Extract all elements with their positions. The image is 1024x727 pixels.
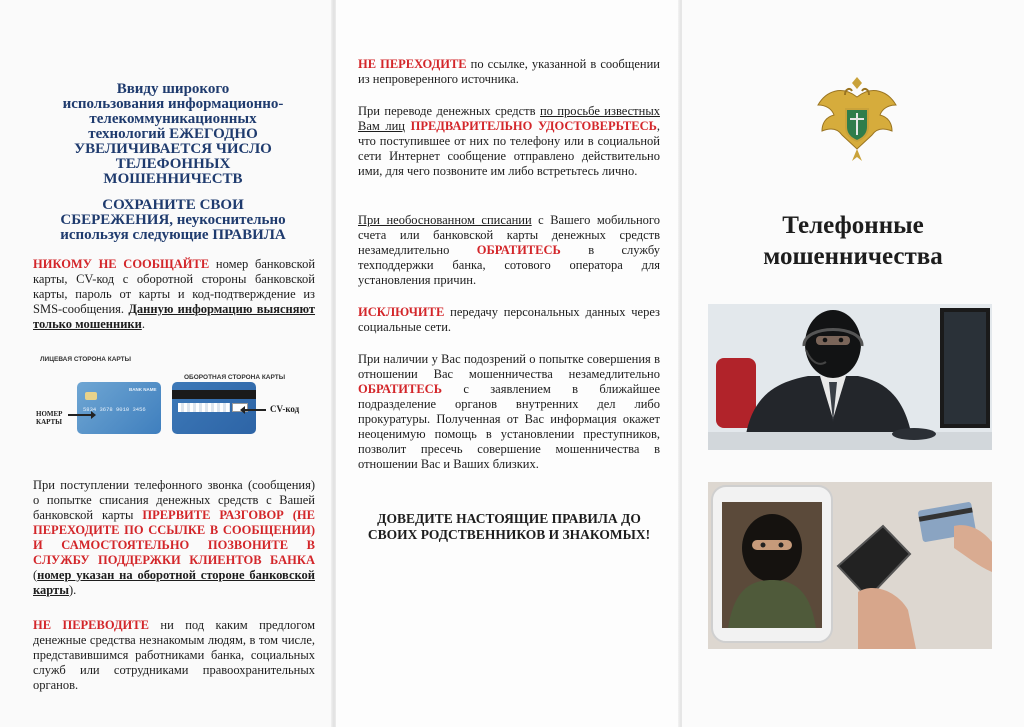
rule-do-not-transfer — [33, 618, 315, 693]
rule-links — [358, 57, 660, 87]
intro-line: МОШЕННИЧЕСТВ — [103, 171, 243, 187]
rule-text: передачу персональных данных через социальные сети. — [358, 305, 660, 334]
masked-man-on-phone-screen-icon — [708, 482, 992, 649]
rule-lead: НЕ ПЕРЕВОДИТЕ — [33, 618, 149, 632]
rule-verify — [358, 104, 660, 179]
rule-personal-data — [358, 305, 660, 335]
rule-lead: НЕ ПЕРЕХОДИТЕ — [358, 57, 467, 71]
intro-line: УВЕЛИЧИВАЕТСЯ ЧИСЛО — [74, 141, 272, 157]
rule-unauthorized-debit — [358, 213, 660, 288]
intro-heading — [38, 82, 308, 187]
rule-text: номер банковской карты, CV-код с оборотной стороны банковской карты, пароль от карты и код-подтверждение из SMS-сообщения. — [33, 257, 316, 316]
rule-underline: по просьбе известных Вам лиц — [358, 104, 660, 133]
cv-code-label: CV-код — [270, 404, 300, 414]
rule-text: в службу техподдержки банка, сотового оператора для установления причин. — [358, 243, 660, 287]
closing-call: ДОВЕДИТЕ НАСТОЯЩИЕ ПРАВИЛА ДО СВОИХ РОДСТВЕННИКОВ И ЗНАКОМЫХ! — [367, 511, 651, 542]
magnetic-stripe — [172, 390, 256, 399]
rule-warning: Данную информацию выясняют только мошенники — [33, 302, 316, 331]
card-number-label: НОМЕР КАРТЫ — [36, 410, 63, 426]
rule-report — [358, 352, 660, 472]
rule-text: При переводе денежных средств — [358, 104, 540, 118]
panel-middle — [336, 0, 682, 727]
protect-line: СОХРАНИТЕ СВОИ — [102, 197, 244, 213]
arrow-right-icon — [68, 414, 92, 416]
rule-action: ПРЕДВАРИТЕЛЬНО УДОСТОВЕРЬТЕСЬ — [410, 119, 657, 133]
bank-name: BANK NAME — [129, 387, 157, 392]
panel-left — [0, 0, 336, 727]
card-front-image — [77, 382, 161, 434]
title-line: Телефонные — [782, 212, 924, 239]
rule-action: ОБРАТИТЕСЬ — [358, 382, 442, 396]
photo-phone-fraud — [708, 482, 992, 649]
protect-line: СБЕРЕЖЕНИЯ, неукоснительно — [60, 212, 286, 228]
rule-text: , что поступившее от них по телефону или в социальной сети Интернет сообщение отправлено действительно ими, для чего позвоните им либо встретьтесь лично. — [358, 119, 660, 178]
title-line: мошенничества — [763, 243, 943, 270]
front-card-caption: ЛИЦЕВАЯ СТОРОНА КАРТЫ — [40, 356, 131, 363]
rule-action: ПРЕРВИТЕ РАЗГОВОР (НЕ ПЕРЕХОДИТЕ ПО ССЫЛКЕ В СООБЩЕНИИ) И САМОСТОЯТЕЛЬНО ПОЗВОНИТЕ В СЛУЖБУ ПОДДЕРЖКИ КЛИЕНТОВ БАНКА — [33, 508, 315, 567]
arrow-left-icon — [244, 409, 266, 411]
rule-text: с Вашего мобильного счета или банковской карты денежных средств незамедлительно — [358, 213, 660, 257]
rule-text: При поступлении телефонного звонка (сообщения) о попытке списания денежных средств с Вашей банковской карты — [33, 478, 315, 522]
signature-strip — [178, 403, 230, 412]
rule-open: ( — [33, 568, 38, 582]
brochure-title — [712, 210, 994, 272]
intro-line: использования информационно- — [62, 96, 284, 112]
rule-text: по ссылке, указанной в сообщении из непроверенного источника. — [358, 57, 660, 86]
rule-text: с заявлением в ближайшее подразделение органов внутренних дел либо прокуратуры. Полученная от Вас информация окажет неоценимую помощь в установлении преступников, позволит пресечь совершение мошенничества в отношении Вас и Ваших близких. — [358, 382, 660, 471]
rule-lead: ИСКЛЮЧИТЕ — [358, 305, 445, 319]
photo-masked-operator — [708, 304, 992, 450]
rule-underline: При необоснованном списании — [358, 213, 532, 227]
intro-line: телекоммуникационных — [89, 111, 257, 127]
rule-do-not-share — [33, 257, 315, 332]
intro-line: ТЕЛЕФОННЫХ — [115, 156, 231, 172]
card-diagram — [32, 352, 322, 452]
rule-text: При наличии у Вас подозрений о попытке совершения в отношении Вас мошенничества незамедлительно — [358, 352, 660, 381]
prosecutor-eagle-emblem-icon — [812, 75, 902, 165]
panel-cover — [682, 0, 1024, 727]
rule-note: номер указан на оборотной стороне банковской карты — [33, 568, 315, 597]
rule-end: . — [141, 317, 145, 331]
chip-icon — [85, 392, 97, 400]
intro-line: технологий ЕЖЕГОДНО — [88, 126, 258, 142]
rule-close: ). — [68, 583, 77, 597]
rule-lead: НИКОМУ НЕ СООБЩАЙТЕ — [33, 257, 210, 271]
card-number: 5834 3678 9010 3456 — [83, 406, 146, 413]
rule-action: ОБРАТИТЕСЬ — [476, 243, 561, 257]
masked-man-headset-at-computer-icon — [708, 304, 992, 450]
rule-incoming-call — [33, 478, 315, 598]
intro-line: Ввиду широкого — [116, 81, 230, 97]
back-card-caption: ОБОРОТНАЯ СТОРОНА КАРТЫ — [184, 374, 286, 381]
rule-text: ни под каким предлогом денежные средства незнакомым людям, в том числе, представившимся работниками банка, социальных служб или сотрудниками правоохранительных органов. — [33, 618, 315, 692]
protect-line: используя следующие ПРАВИЛА — [60, 227, 286, 243]
protect-heading — [38, 198, 308, 243]
